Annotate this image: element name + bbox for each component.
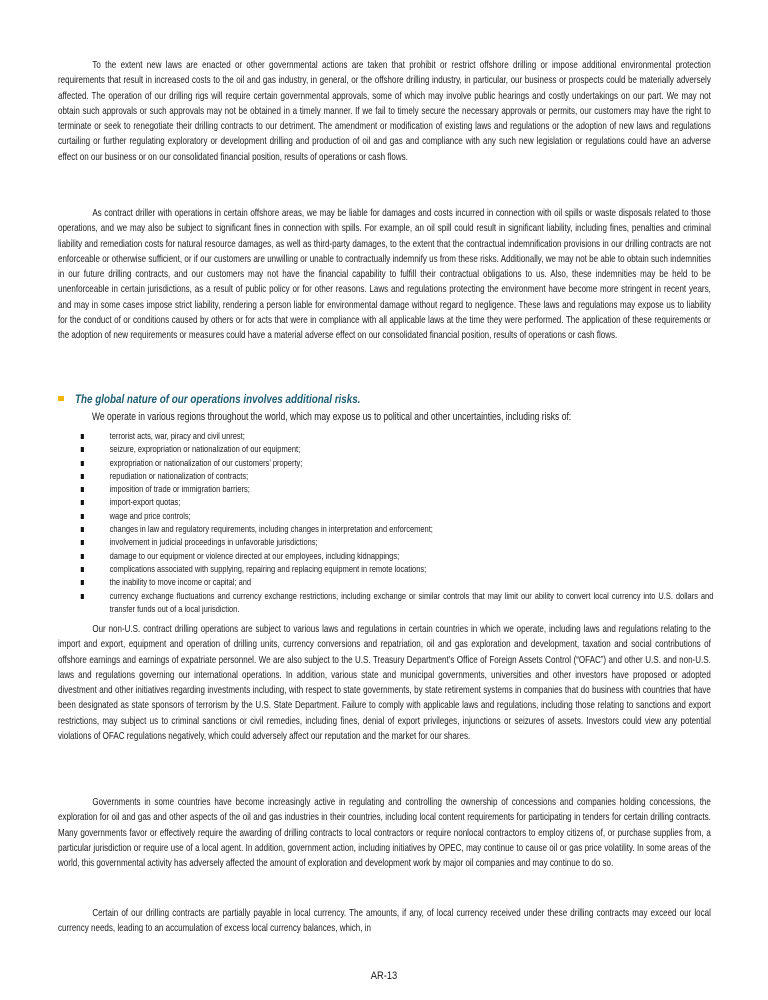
square-bullet-icon [81,514,84,519]
square-bullet-icon [81,461,84,466]
list-item-text: damage to our equipment or violence directed at our employees, including kidnappings; [109,550,400,562]
list-item-text: involvement in judicial proceedings in unfavorable jurisdictions; [109,537,318,549]
square-bullet-icon [81,554,84,559]
paragraph-text: Governments in some countries have become increasingly active in regulating and controlling the ownership of concessions and companies holding concessions, the exploration for oil and gas and other aspects of the oil and gas industries in their countries, including local content requirements for participating in tenders for certain drilling contracts. Many governments favor or effectively require the awarding of drilling contracts to local contractors or require nonlocal contractors to employ citizens of, or purchase supplies from, a particular jurisdiction or require use of a local agent. In addition, government action, including initiatives by OPEC, may continue to cause oil or gas price volatility. In some areas of the world, this governmental activity has adversely affected the amount of exploration and development work by major oil companies and may continue to do so. [58,797,711,870]
section-heading-text: The global nature of our operations involves additional risks. [75,392,361,406]
list-item-text: the inability to move income or capital; and [109,577,252,589]
paragraph-non-us-operations [58,622,711,744]
list-item [80,563,713,576]
list-item-text: seizure, expropriation or nationalization of our equipment; [109,444,301,456]
list-item [80,536,713,549]
paragraph-text: Our non-U.S. contract drilling operations are subject to various laws and regulations in certain countries in which we operate, including laws and regulations relating to the import and export, equipment and operation of drilling units, currency conversions and repatriation, oil and gas exploration and development, taxation and social contributions of offshore earnings and earnings of expatriate personnel. We are also subject to the U.S. Treasury Department’s Office of Foreign Assets Control (“OFAC”) and other U.S. and non-U.S. laws and regulations governing our international operations. In addition, various state and municipal governments, universities and other investors have proposed or adopted divestment and other initiatives regarding investments including, with respect to state governments, by state retirement systems in companies that do business with countries that have been designated as state sponsors of terrorism by the U.S. State Department. Failure to comply with applicable laws and regulations, including those relating to sanctions and export restrictions, may subject us to criminal sanctions or civil remedies, including fines, denial of export privileges, injunctions or seizures of assets. Investors could view any potential violations of OFAC regulations negatively, which could adversely affect our reputation and the market for our shares. [58,624,711,743]
square-bullet-icon [81,527,84,532]
list-item [80,483,713,496]
square-bullet-icon [81,540,84,545]
paragraph-new-laws [58,58,711,165]
list-item-text: import-export quotas; [109,497,181,509]
list-item-text: expropriation or nationalization of our customers’ property; [109,457,303,469]
paragraph-text: To the extent new laws are enacted or other governmental actions are taken that prohibit or restrict offshore drilling or impose additional environmental protection requirements that result in increased costs to the oil and gas industry, in general, or the offshore drilling industry, in particular, our business or prospects could be materially adversely affected. The operation of our drilling rigs will require certain governmental approvals, some of which may involve public hearings and costly undertakings on our part. We may not obtain such approvals or such approvals may not be obtained in a timely manner. If we fail to timely secure the necessary approvals or permits, our customers may have the right to terminate or seek to renegotiate their drilling contracts to our detriment. The amendment or modification of existing laws and regulations or the adoption of new laws and regulations curtailing or further regulating exploratory or development drilling and production of oil and gas and compliance with any such new legislation or regulations could have an adverse effect on our business or on our consolidated financial position, results of operations or cash flows. [58,60,711,163]
list-item [80,496,713,509]
paragraph-government-activity [58,795,711,871]
square-bullet-icon [81,580,84,585]
list-item-text: imposition of trade or immigration barriers; [109,484,250,496]
list-item [80,470,713,483]
list-item-text: currency exchange fluctuations and currency exchange restrictions, including exchange or similar controls that may limit our ability to convert local currency into U.S. dollars and transfer funds out of a local jurisdiction. [109,590,714,615]
list-item-text: changes in law and regulatory requirements, including changes in interpretation and enforcement; [109,524,433,536]
square-bullet-icon [81,474,84,479]
section-intro: We operate in various regions throughout the world, which may expose us to political and other uncertainties, including risks of: [92,411,572,423]
list-item-text: repudiation or nationalization of contracts; [109,470,249,482]
square-bullet-icon [81,487,84,492]
paragraph-text: Certain of our drilling contracts are partially payable in local currency. The amounts, if any, of local currency received under these drilling contracts may exceed our local currency needs, leading to an accumulation of excess local currency balances, which, in [58,908,711,935]
list-item [80,457,713,470]
square-bullet-icon [81,567,84,572]
list-item-text: terrorist acts, war, piracy and civil unrest; [109,431,245,442]
list-item [80,590,713,617]
paragraph-local-currency [58,906,711,937]
list-item [80,576,713,589]
list-item [80,510,713,523]
paragraph-text: As contract driller with operations in certain offshore areas, we may be liable for damages and costs incurred in connection with oil spills or waste disposals related to those operations, and we may also be subject to significant fines in connection with spills. For example, an oil spill could result in significant liability, including fines, penalties and criminal liability and remediation costs for natural resource damages, as well as third-party damages, to the extent that the contractual indemnification provisions in our drilling contracts are not enforceable or otherwise sufficient, or if our customers are unwilling or unable to contractually indemnify us from these risks. Additionally, we may not be able to obtain such indemnities in our future drilling contracts, and our customers may not have the financial capability to fulfill their contractual obligations to us. Also, these indemnities may be held to be unenforceable in certain jurisdictions, as a result of public policy or for other reasons. Laws and regulations protecting the environment have become more stringent in recent years, and may in some cases impose strict liability, rendering a person liable for environmental damage without regard to negligence. These laws and regulations may expose us to liability for the conduct of or conditions caused by others or for acts that were in compliance with all applicable laws at the time they were performed. The application of these requirements or the adoption of new requirements or measures could have a material adverse effect on our consolidated financial position, results of operations or cash flows. [58,208,711,342]
risk-list [80,430,713,616]
square-bullet-icon [58,396,64,401]
square-bullet-icon [81,434,84,439]
page-number: AR-13 [370,970,398,982]
list-item [80,523,713,536]
list-item-text: complications associated with supplying, repairing and replacing equipment in remote locations; [109,563,427,575]
paragraph-oil-spill-liability [58,206,711,344]
list-item-text: wage and price controls; [109,510,191,522]
list-item [80,550,713,563]
square-bullet-icon [81,594,84,599]
list-item [80,430,713,443]
list-item [80,443,713,456]
square-bullet-icon [81,447,84,452]
square-bullet-icon [81,500,84,505]
